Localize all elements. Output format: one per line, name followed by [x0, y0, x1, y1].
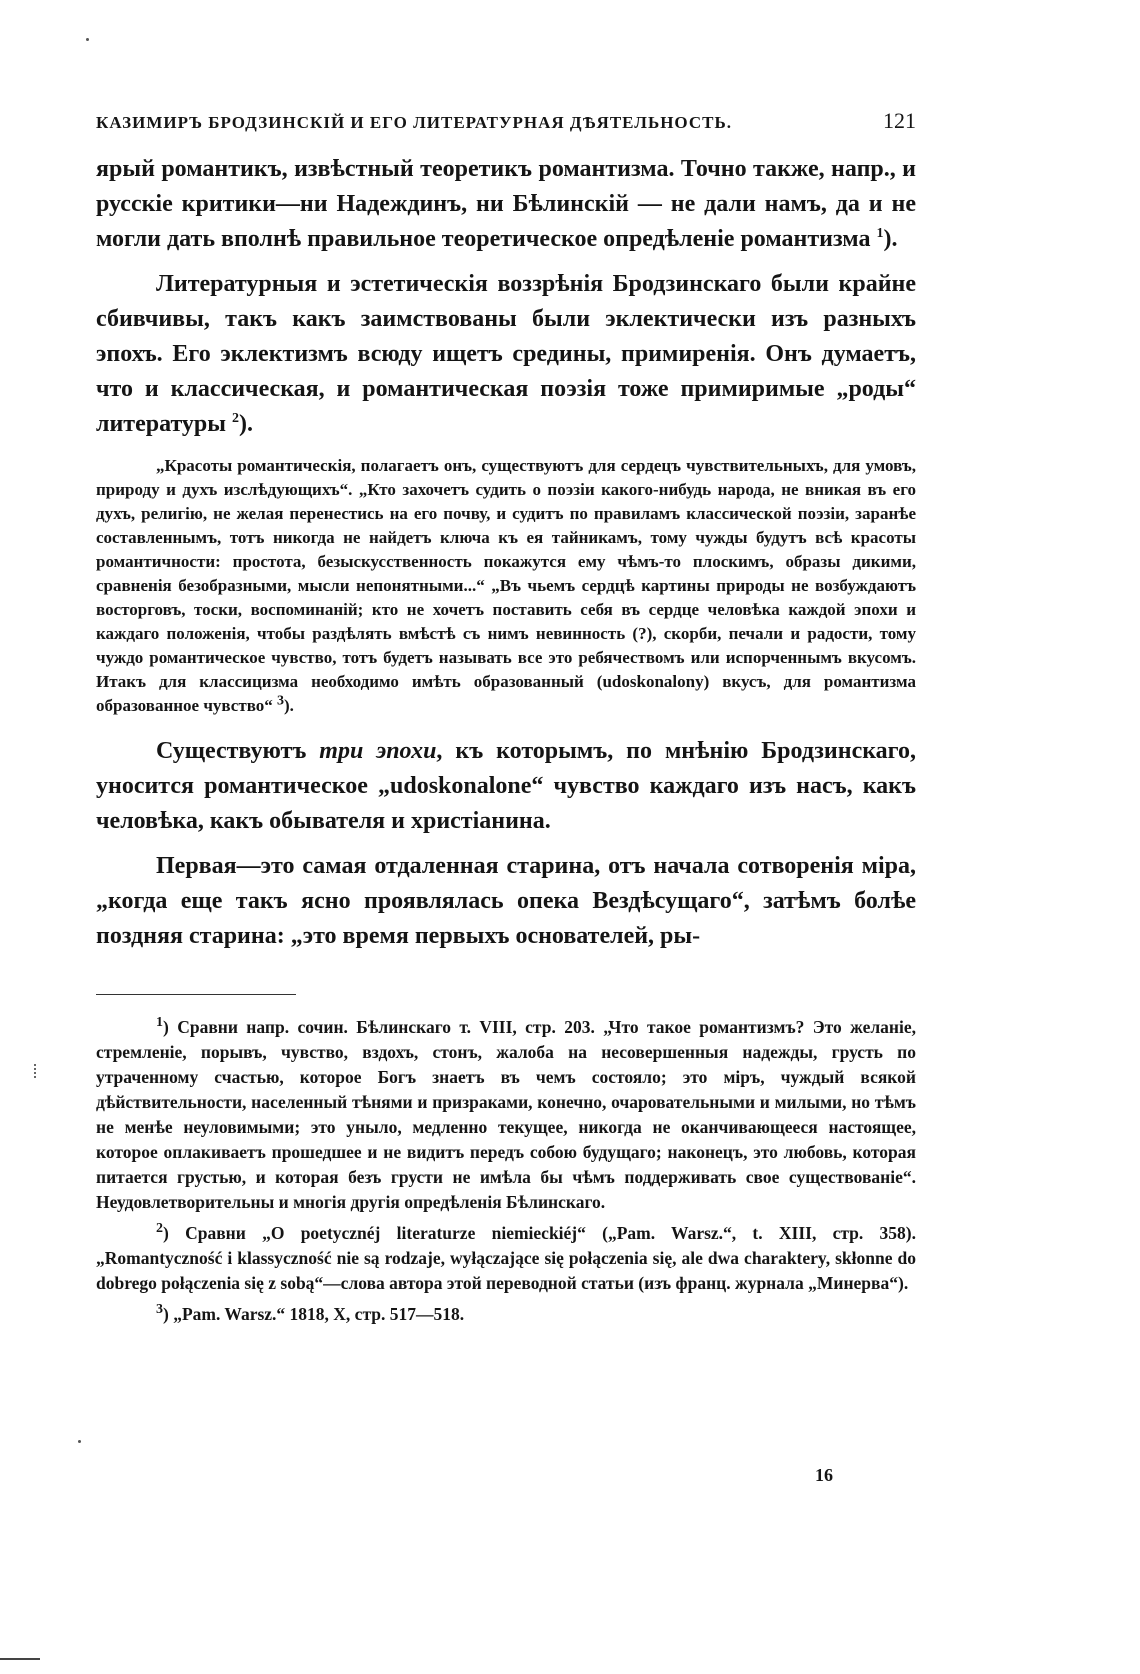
main-text-continued [96, 734, 916, 954]
page-number: 121 [883, 108, 916, 133]
block-quote: „Красоты романтическія, полагаетъ онъ, существуютъ для сердецъ чувствительныхъ, для умовъ, природу и духъ изслѣдующихъ“. „Кто захочетъ судить о поэзіи какого-нибудь народа, не вникая въ его духъ, религію, не желая перенестись на его почву, и судитъ по правиламъ классической поэзіи, заранѣе составленнымъ, тотъ никогда не найдетъ ключа къ ея тайникамъ, тому чужды будутъ всѣ красоты романтичности: простота, безыскусственность покажутся ему чѣмъ-то плоскимъ, образы дикими, сравненія безобразными, мысли непонятными...“ „Въ чьемъ сердцѣ картины природы не возбуждаютъ восторговъ, тоски, воспоминаній; кто не хочетъ поставить себя въ сердце человѣка каждой эпохи и каждаго положенія, чтобы раздѣлять вмѣстѣ съ нимъ невинность (?), скорби, печали и радости, тому чуждо романтическое чувство, тотъ будетъ называть все это ребячествомъ или испорченнымъ вкусомъ. Итакъ для классицизма необходимо имѣть образованный (udoskonalony) вкусъ, для романтизма образованное чувство“ $^3$). [96, 456, 916, 715]
scan-edge-mark [0, 1658, 40, 1660]
running-title: КАЗИМИРЪ БРОДЗИНСКІЙ И ЕГО ЛИТЕРАТУРНАЯ ДѢЯТЕЛЬНОСТЬ. [96, 113, 732, 132]
scan-speck [86, 38, 89, 41]
footnote-2: $^2$) Сравни „O poetycznéj literaturze niemieckiéj“ („Pam. Warsz.“, t. XIII, стр. 358). „Romantyczność i klassyczność nie są rodzaje, wyłączające się połączenia się, ale dwa charaktery, skłonne do dobrego połączenia się z sobą“—слова автора этой переводной статьи (изъ франц. журнала „Минерва“). [96, 1221, 916, 1293]
footnote-3: $^3$) „Pam. Warsz.“ 1818, X, стр. 517—518. [156, 1302, 465, 1324]
footnote-ref-2: 2 [232, 411, 240, 426]
margin-mark [34, 1064, 38, 1078]
scan-speck [78, 1440, 81, 1443]
emphasis: три эпохи [319, 738, 437, 764]
paragraph-3: Существуютъ три эпохи, къ которымъ, по мнѣнію Бродзинскаго, уносится романтическое „udoskonalone“ чувство каждаго изъ насъ, какъ человѣка, какъ обывателя и христіанина. [96, 738, 916, 834]
signature-mark: 16 [815, 1465, 833, 1485]
paragraph-1: ярый романтикъ, извѣстный теоретикъ романтизма. Точно также, напр., и русскіе критики—ни Надеждинъ, ни Бѣлинскій — не дали намъ, да и не могли дать вполнѣ правильное теоретическое опредѣленіе романтизма $^1$). [96, 156, 916, 252]
footnote-ref-3: 3 [277, 693, 285, 709]
paragraph-4: Первая—это самая отдаленная старина, отъ начала сотворенія міра, „когда еще такъ ясно проявлялась опека Вездѣсущаго“, затѣмъ болѣе поздняя старина: „это время первыхъ основателей, ры- [96, 853, 916, 949]
page-body [96, 108, 916, 1333]
running-header [96, 108, 916, 134]
footnote-divider [96, 994, 296, 995]
footnote-ref-1: 1 [876, 226, 884, 241]
footnotes [96, 1015, 916, 1327]
main-text [96, 152, 916, 442]
paragraph-2: Литературныя и эстетическія воззрѣнія Бродзинскаго были крайне сбивчивы, такъ какъ заимствованы были эклектически изъ разныхъ эпохъ. Его эклектизмъ всюду ищетъ средины, примиренія. Онъ думаетъ, что и классическая, и романтическая поэзія тоже примиримые „роды“ литературы $^2$). [96, 271, 916, 437]
footnote-1: $^1$) Сравни напр. сочин. Бѣлинскаго т. VIII, стр. 203. „Что такое романтизмъ? Это желаніе, стремленіе, порывъ, чувство, вздохъ, стонъ, жалоба на несовершенныя надежды, грусть по утраченному счастью, которое Богъ знаетъ въ чемъ состояло; это міръ, чуждый всякой дѣйствительности, населенный тѣнями и призраками, конечно, очаровательными и милыми, но тѣмъ не менѣе неуловимыми; это уныло, медленно текущее, никогда не оканчивающееся настоящее, которое оплакиваетъ прошедшее и не видитъ передъ собою будущаго; наконецъ, это любовь, которая питается грустью, и которая безъ грусти не имѣла бы чѣмъ поддерживать свое существованіе“. Неудовлетворительны и многія другія опредѣленія Бѣлинскаго. [96, 1015, 916, 1212]
